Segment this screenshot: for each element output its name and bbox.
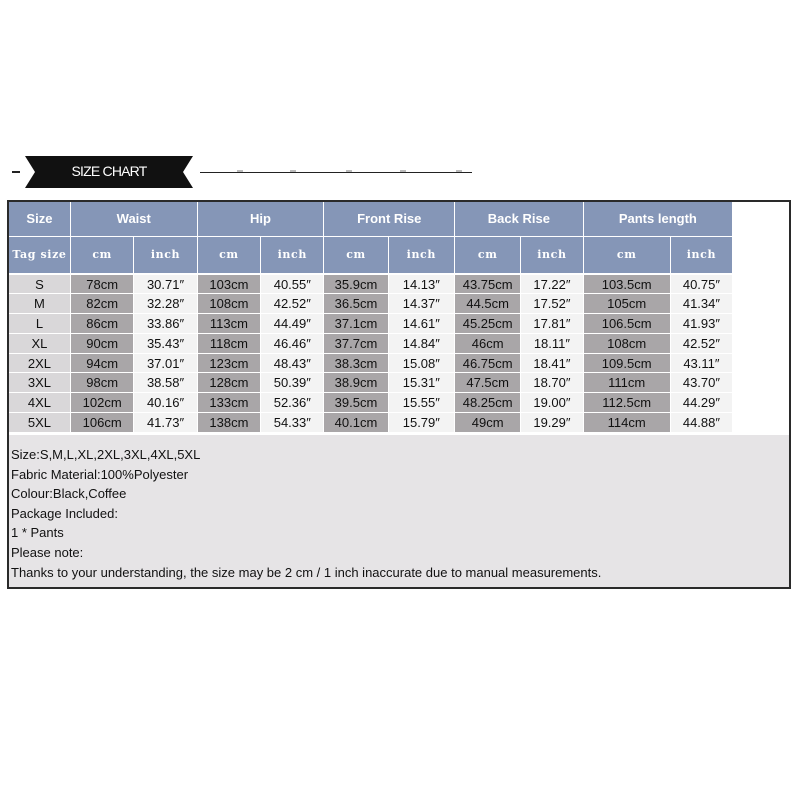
unit-cm: cm bbox=[70, 236, 134, 274]
cm-value-cell: 112.5cm bbox=[583, 393, 670, 413]
cm-value-cell: 106.5cm bbox=[583, 314, 670, 334]
inch-value-cell: 15.55″ bbox=[388, 393, 455, 413]
cm-value-cell: 138cm bbox=[197, 413, 261, 433]
inch-value-cell: 14.61″ bbox=[388, 314, 455, 334]
cm-value-cell: 49cm bbox=[455, 413, 521, 433]
table-row bbox=[9, 393, 789, 413]
inch-value-cell: 44.49″ bbox=[261, 314, 324, 334]
cm-value-cell: 108cm bbox=[197, 294, 261, 314]
note-line: Colour:Black,Coffee bbox=[11, 486, 127, 502]
inch-value-cell: 14.84″ bbox=[388, 333, 455, 353]
cm-value-cell: 78cm bbox=[70, 274, 134, 294]
size-cell: M bbox=[9, 294, 70, 314]
cm-value-cell: 118cm bbox=[197, 333, 261, 353]
inch-value-cell: 44.88″ bbox=[670, 413, 732, 433]
note-line: Please note: bbox=[11, 544, 84, 560]
cm-value-cell: 114cm bbox=[583, 413, 670, 433]
unit-cm: cm bbox=[324, 236, 388, 274]
cm-value-cell: 37.1cm bbox=[324, 314, 388, 334]
inch-value-cell: 18.11″ bbox=[521, 333, 583, 353]
inch-value-cell: 30.71″ bbox=[134, 274, 197, 294]
note-line: Fabric Material:100%Polyester bbox=[11, 466, 189, 482]
inch-value-cell: 17.22″ bbox=[521, 274, 583, 294]
table-row bbox=[9, 274, 789, 294]
cm-value-cell: 106cm bbox=[70, 413, 134, 433]
table-row bbox=[9, 314, 789, 334]
unit-inch: inch bbox=[134, 236, 197, 274]
inch-value-cell: 40.55″ bbox=[261, 274, 324, 294]
unit-cm: cm bbox=[455, 236, 521, 274]
header-tag-size: Tag size bbox=[9, 236, 70, 274]
cm-value-cell: 102cm bbox=[70, 393, 134, 413]
inch-value-cell: 37.01″ bbox=[134, 353, 197, 373]
cm-value-cell: 45.25cm bbox=[455, 314, 521, 334]
cm-value-cell: 39.5cm bbox=[324, 393, 388, 413]
cm-value-cell: 36.5cm bbox=[324, 294, 388, 314]
inch-value-cell: 52.36″ bbox=[261, 393, 324, 413]
size-cell: S bbox=[9, 274, 70, 294]
inch-value-cell: 48.43″ bbox=[261, 353, 324, 373]
unit-cm: cm bbox=[197, 236, 261, 274]
header-size: Size bbox=[9, 202, 70, 236]
inch-value-cell: 15.31″ bbox=[388, 373, 455, 393]
cm-value-cell: 47.5cm bbox=[455, 373, 521, 393]
table-row bbox=[9, 353, 789, 373]
size-cell: 5XL bbox=[9, 413, 70, 433]
inch-value-cell: 14.37″ bbox=[388, 294, 455, 314]
inch-value-cell: 15.79″ bbox=[388, 413, 455, 433]
size-chart-title: SIZE CHART bbox=[71, 163, 147, 179]
table-row bbox=[9, 333, 789, 353]
header-back-rise: Back Rise bbox=[455, 202, 584, 236]
cm-value-cell: 98cm bbox=[70, 373, 134, 393]
cm-value-cell: 103cm bbox=[197, 274, 261, 294]
inch-value-cell: 18.70″ bbox=[521, 373, 583, 393]
cm-value-cell: 38.3cm bbox=[324, 353, 388, 373]
inch-value-cell: 17.81″ bbox=[521, 314, 583, 334]
note-line: Thanks to your understanding, the size may be 2 cm / 1 inch inaccurate due to manual measurements. bbox=[11, 564, 602, 580]
cm-value-cell: 82cm bbox=[70, 294, 134, 314]
cm-value-cell: 35.9cm bbox=[324, 274, 388, 294]
size-chart-banner bbox=[0, 150, 800, 195]
header-pants-length: Pants length bbox=[583, 202, 733, 236]
unit-inch: inch bbox=[388, 236, 455, 274]
unit-inch: inch bbox=[521, 236, 583, 274]
inch-value-cell: 46.46″ bbox=[261, 333, 324, 353]
inch-value-cell: 42.52″ bbox=[261, 294, 324, 314]
unit-inch: inch bbox=[670, 236, 732, 274]
inch-value-cell: 35.43″ bbox=[134, 333, 197, 353]
inch-value-cell: 43.70″ bbox=[670, 373, 732, 393]
inch-value-cell: 41.73″ bbox=[134, 413, 197, 433]
inch-value-cell: 19.00″ bbox=[521, 393, 583, 413]
cm-value-cell: 133cm bbox=[197, 393, 261, 413]
cm-value-cell: 128cm bbox=[197, 373, 261, 393]
cm-value-cell: 40.1cm bbox=[324, 413, 388, 433]
size-chart-table bbox=[9, 202, 789, 433]
cm-value-cell: 46cm bbox=[455, 333, 521, 353]
inch-value-cell: 18.41″ bbox=[521, 353, 583, 373]
note-line: Size:S,M,L,XL,2XL,3XL,4XL,5XL bbox=[11, 447, 201, 462]
product-notes bbox=[9, 435, 789, 587]
inch-value-cell: 17.52″ bbox=[521, 294, 583, 314]
size-table-body bbox=[9, 274, 789, 432]
size-cell: XL bbox=[9, 333, 70, 353]
inch-value-cell: 14.13″ bbox=[388, 274, 455, 294]
size-cell: 4XL bbox=[9, 393, 70, 413]
cm-value-cell: 44.5cm bbox=[455, 294, 521, 314]
cm-value-cell: 86cm bbox=[70, 314, 134, 334]
inch-value-cell: 19.29″ bbox=[521, 413, 583, 433]
cm-value-cell: 46.75cm bbox=[455, 353, 521, 373]
cm-value-cell: 113cm bbox=[197, 314, 261, 334]
cm-value-cell: 109.5cm bbox=[583, 353, 670, 373]
inch-value-cell: 33.86″ bbox=[134, 314, 197, 334]
size-cell: 2XL bbox=[9, 353, 70, 373]
cm-value-cell: 123cm bbox=[197, 353, 261, 373]
header-hip: Hip bbox=[197, 202, 324, 236]
cm-value-cell: 43.75cm bbox=[455, 274, 521, 294]
unit-cm: cm bbox=[583, 236, 670, 274]
note-line: Package Included: bbox=[11, 505, 118, 521]
cm-value-cell: 38.9cm bbox=[324, 373, 388, 393]
header-waist: Waist bbox=[70, 202, 197, 236]
size-cell: L bbox=[9, 314, 70, 334]
cm-value-cell: 108cm bbox=[583, 333, 670, 353]
inch-value-cell: 44.29″ bbox=[670, 393, 732, 413]
inch-value-cell: 40.16″ bbox=[134, 393, 197, 413]
unit-inch: inch bbox=[261, 236, 324, 274]
inch-value-cell: 40.75″ bbox=[670, 274, 732, 294]
cm-value-cell: 103.5cm bbox=[583, 274, 670, 294]
banner-rule bbox=[200, 172, 472, 173]
cm-value-cell: 48.25cm bbox=[455, 393, 521, 413]
group-header-row bbox=[9, 202, 789, 236]
cm-value-cell: 111cm bbox=[583, 373, 670, 393]
cm-value-cell: 90cm bbox=[70, 333, 134, 353]
banner-dash bbox=[12, 171, 20, 173]
inch-value-cell: 42.52″ bbox=[670, 333, 732, 353]
size-chart-table-frame bbox=[7, 200, 791, 589]
cm-value-cell: 37.7cm bbox=[324, 333, 388, 353]
inch-value-cell: 54.33″ bbox=[261, 413, 324, 433]
note-line: 1 * Pants bbox=[11, 525, 64, 541]
inch-value-cell: 41.34″ bbox=[670, 294, 732, 314]
table-row bbox=[9, 413, 789, 433]
cm-value-cell: 105cm bbox=[583, 294, 670, 314]
size-cell: 3XL bbox=[9, 373, 70, 393]
inch-value-cell: 50.39″ bbox=[261, 373, 324, 393]
inch-value-cell: 41.93″ bbox=[670, 314, 732, 334]
table-row bbox=[9, 294, 789, 314]
table-row bbox=[9, 373, 789, 393]
inch-value-cell: 15.08″ bbox=[388, 353, 455, 373]
header-front-rise: Front Rise bbox=[324, 202, 455, 236]
cm-value-cell: 94cm bbox=[70, 353, 134, 373]
inch-value-cell: 38.58″ bbox=[134, 373, 197, 393]
inch-value-cell: 32.28″ bbox=[134, 294, 197, 314]
inch-value-cell: 43.11″ bbox=[670, 353, 732, 373]
unit-header-row bbox=[9, 236, 789, 274]
